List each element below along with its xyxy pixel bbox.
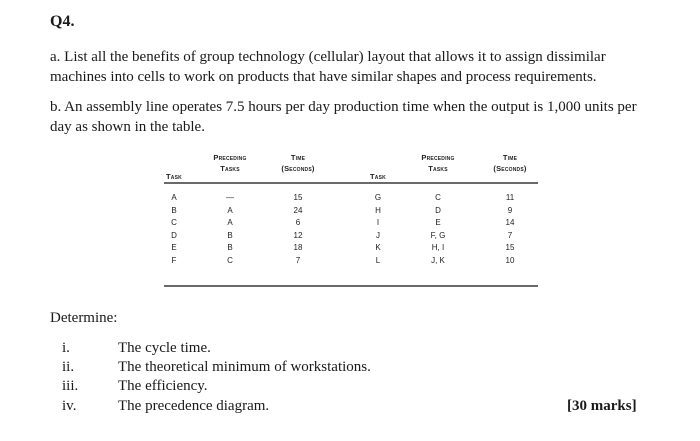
header-task-right: Task (370, 172, 386, 181)
header-time-line1: Time (290, 153, 306, 162)
header-preceding-line2: Tasks (220, 164, 240, 173)
header-preceding-right (412, 152, 464, 174)
task-cell: K (375, 243, 381, 253)
item-text: The precedence diagram. (118, 398, 270, 414)
header-time-left (270, 152, 326, 174)
left-preceding-column (204, 192, 256, 268)
header-time-line2: (Seconds) (493, 164, 527, 173)
item-text: The theoretical minimum of workstations. (118, 359, 371, 375)
left-task-column (164, 192, 184, 268)
part-b-text: b. An assembly line operates 7.5 hours per day production time when the output is 1,000 units per day as shown in the table. (50, 99, 637, 135)
marks-label: [30 marks] (567, 398, 637, 414)
task-cell: J (376, 230, 380, 240)
preceding-cell: B (227, 230, 233, 240)
task-cell: L (375, 255, 381, 265)
item-number: iii. (62, 378, 79, 394)
preceding-cell: J, K (431, 255, 445, 265)
task-cell: I (376, 218, 380, 228)
time-cell: 18 (293, 243, 303, 253)
preceding-cell: E (435, 218, 441, 228)
header-rule (164, 182, 538, 184)
part-a-text: a. List all the benefits of group technology (cellular) layout that allows it to assign dissimilar machines into cells to work on products that have similar shapes and process requirements. (50, 49, 606, 85)
preceding-cell: A (227, 218, 233, 228)
time-cell: 9 (507, 205, 513, 215)
header-time-line2: (Seconds) (281, 164, 315, 173)
determine-label: Determine: (50, 310, 118, 326)
header-time-line1: Time (502, 153, 518, 162)
time-cell: 10 (505, 255, 515, 265)
header-time-right (482, 152, 538, 174)
right-time-column (482, 192, 538, 268)
item-text: The cycle time. (118, 340, 211, 356)
time-cell: 14 (505, 218, 515, 228)
time-cell: 7 (295, 255, 301, 265)
left-time-column (270, 192, 326, 268)
item-number: ii. (62, 359, 75, 375)
time-cell: 24 (293, 205, 303, 215)
time-cell: 7 (507, 230, 513, 240)
header-preceding-line1: Preceding (213, 153, 247, 162)
time-cell: 6 (295, 218, 301, 228)
preceding-cell: F, G (430, 230, 446, 240)
header-preceding-line2: Tasks (428, 164, 448, 173)
task-cell: B (171, 205, 177, 215)
right-task-column (366, 192, 390, 268)
task-cell: E (171, 243, 177, 253)
bottom-rule (164, 285, 538, 287)
task-cell: F (171, 255, 177, 265)
right-preceding-column (412, 192, 464, 268)
task-cell: H (375, 205, 381, 215)
preceding-cell: H, I (431, 243, 445, 253)
preceding-cell: — (226, 193, 234, 202)
header-task-left: Task (166, 172, 182, 181)
item-number: iv. (62, 398, 77, 414)
item-number: i. (62, 340, 70, 356)
task-cell: C (171, 218, 177, 228)
time-cell: 11 (505, 193, 515, 202)
task-cell: A (171, 193, 177, 202)
preceding-cell: B (227, 243, 233, 253)
time-cell: 15 (505, 243, 515, 253)
time-cell: 12 (293, 230, 303, 240)
preceding-cell: C (435, 193, 441, 202)
preceding-cell: D (435, 205, 441, 215)
header-preceding-line1: Preceding (421, 153, 455, 162)
task-cell: G (374, 193, 382, 202)
task-table (164, 152, 538, 287)
item-text: The efficiency. (118, 378, 208, 394)
preceding-cell: C (227, 255, 233, 265)
time-cell: 15 (293, 193, 303, 202)
task-cell: D (171, 230, 177, 240)
preceding-cell: A (227, 205, 233, 215)
question-number: Q4. (50, 13, 75, 30)
header-preceding-left (204, 152, 256, 174)
